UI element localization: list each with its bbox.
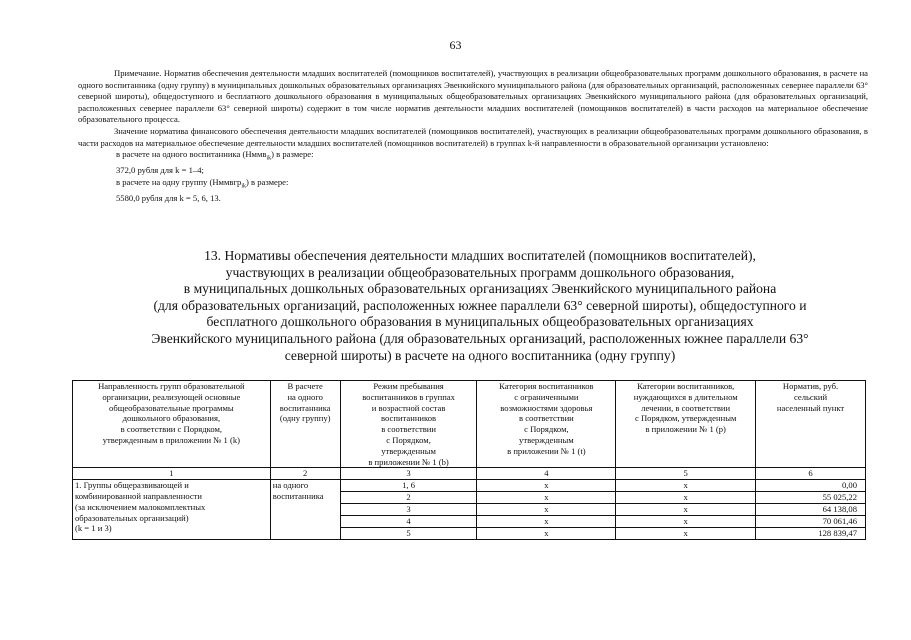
table-row <box>73 480 866 492</box>
health-category-cell: х <box>477 516 616 528</box>
group-label-cell: 1. Группы общеразвивающей и комбинированной направленности (за исключением малокомплектных образовательных организаций) (k = 1 и 3) <box>73 480 271 540</box>
note-line-4: 5580,0 рубля для k = 5, 6, 13. <box>116 193 221 204</box>
column-number-row <box>73 468 866 480</box>
header-health-category: Категория воспитанников с ограниченными возможностями здоровья в соответствии с Порядком, утвержденным в приложении № 1 (t) <box>477 381 616 468</box>
header-treatment-category: Категории воспитанников, нуждающихся в длительном лечении, в соответствии с Порядком, утвержденным в приложении № 1 (p) <box>616 381 756 468</box>
stay-mode-cell: 1, 6 <box>340 480 477 492</box>
calc-basis-cell: на одного воспитанника <box>270 480 340 540</box>
header-norm: Норматив, руб. сельский населенный пункт <box>756 381 866 468</box>
header-direction: Направленность групп образовательной организации, реализующей основные общеобразовательные программы дошкольного образования, в соответствии с Порядком, утвержденным в приложении № 1 (k) <box>73 381 271 468</box>
norm-value-cell: 55 025,22 <box>756 492 866 504</box>
treatment-category-cell: х <box>616 480 756 492</box>
column-number: 5 <box>616 468 756 480</box>
health-category-cell: х <box>477 492 616 504</box>
section-heading <box>80 248 880 364</box>
heading-line: (для образовательных организаций, расположенных южнее параллели 63° северной широты), общедоступного и <box>153 297 807 313</box>
note-block <box>78 68 868 205</box>
note-line-2: 372,0 рубля для k = 1–4; <box>116 165 204 176</box>
header-stay-mode: Режим пребывания воспитанников в группах и возрастной состав воспитанников в соответствии с Порядком, утвержденным в приложении № 1 (b) <box>340 381 477 468</box>
header-calc-basis: В расчете на одного воспитанника (одну группу) <box>270 381 340 468</box>
note-line-1: в расчете на одного воспитанника (Нммв$_{ik}$) в размере: <box>116 149 314 162</box>
norm-value-cell: 64 138,08 <box>756 504 866 516</box>
note-line-3: в расчете на одну группу (Нммвгр$_{ik}$) в размере: <box>116 177 289 190</box>
health-category-cell: х <box>477 528 616 540</box>
column-number: 2 <box>270 468 340 480</box>
note-paragraph-1: Примечание. Норматив обеспечения деятельности младших воспитателей (помощников воспитателей), участвующих в реализации общеобразовательных программ дошкольного образования, в расчете на одного воспитанника (одну группу) в муниципальных дошкольных образовательных организациях Эвенкийского муниципального района (для образовательных организаций, расположенных севернее параллели 63° северной широты), общедоступного и бесплатного дошкольного образования в муниципальных общеобразовательных организациях Эвенкийского муниципального района (для образовательных организаций, расположенных севернее параллели 63° северной широты) содержит в том числе норматив деятельности младших воспитателей (помощников воспитателей) в части расходов на материальное обеспечение образовательного процесса. <box>78 68 868 125</box>
norm-value-cell: 70 061,46 <box>756 516 866 528</box>
norm-value-cell: 128 839,47 <box>756 528 866 540</box>
heading-line: в муниципальных дошкольных образовательных организациях Эвенкийского муниципального района <box>183 281 777 297</box>
page-number: 63 <box>449 38 462 52</box>
health-category-cell: х <box>477 504 616 516</box>
note-paragraph-2: Значение норматива финансового обеспечения деятельности младших воспитателей (помощников воспитателей), участвующих в реализации общеобразовательных программ дошкольного образования, в части расходов на материальное обеспечение деятельности младших воспитателей (помощников воспитателей) в группах k-й направленности в образовательной организации установлено: <box>78 125 868 148</box>
column-number: 3 <box>340 468 477 480</box>
column-number: 4 <box>477 468 616 480</box>
column-number: 6 <box>756 468 866 480</box>
heading-line: северной широты) в расчете на одного воспитанника (одну группу) <box>284 347 676 363</box>
stay-mode-cell: 2 <box>340 492 477 504</box>
treatment-category-cell: х <box>616 516 756 528</box>
heading-line: Эвенкийского муниципального района (для образовательных организаций, расположенных южнее параллели 63° <box>151 330 809 346</box>
norm-value-cell: 0,00 <box>756 480 866 492</box>
treatment-category-cell: х <box>616 504 756 516</box>
table-header-row <box>73 381 866 468</box>
stay-mode-cell: 5 <box>340 528 477 540</box>
treatment-category-cell: х <box>616 492 756 504</box>
stay-mode-cell: 4 <box>340 516 477 528</box>
stay-mode-cell: 3 <box>340 504 477 516</box>
treatment-category-cell: х <box>616 528 756 540</box>
heading-line: бесплатного дошкольного образования в муниципальных общеобразовательных организациях <box>206 314 754 330</box>
health-category-cell: х <box>477 480 616 492</box>
column-number: 1 <box>73 468 271 480</box>
norms-table <box>72 380 866 540</box>
heading-line: участвующих в реализации общеобразовательных программ дошкольного образования, <box>225 264 735 280</box>
heading-line: 13. Нормативы обеспечения деятельности младших воспитателей (помощников воспитателей), <box>204 248 756 263</box>
